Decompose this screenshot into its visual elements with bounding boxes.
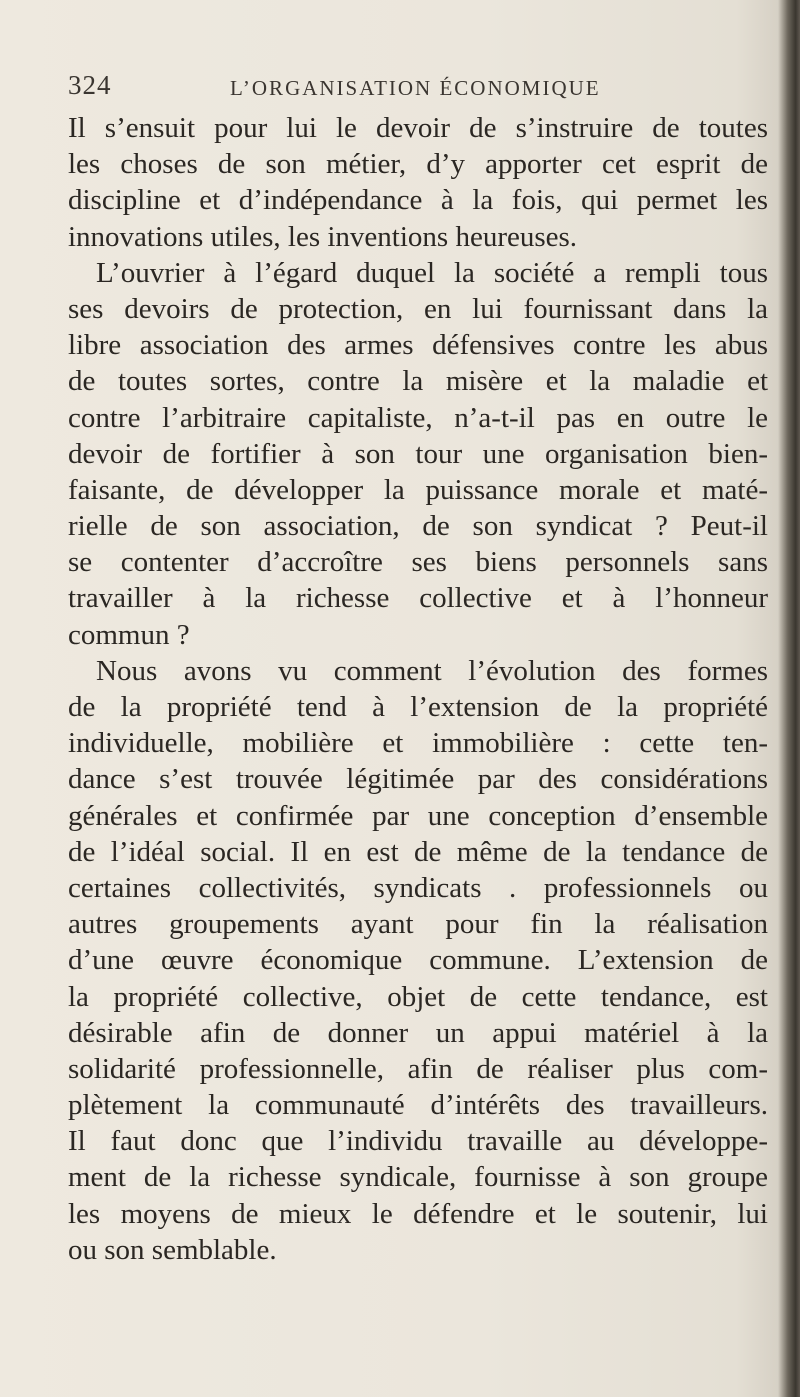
text-line: commun ? [68,618,190,651]
page-header [68,66,628,106]
text-line: faisante, de développer la puissance morale et maté- [68,473,768,506]
text-line: se contenter d’accroître ses biens personnels sans [68,546,768,579]
text-line: la propriété collective, objet de cette tendance, est [68,980,768,1013]
text-line: Nous avons vu comment l’évolution des formes [96,654,768,687]
text-line: certaines collectivités, syndicats . professionnels ou [68,871,768,904]
page-edge-shadow [778,0,800,1397]
text-line: désirable afin de donner un appui matériel à la [68,1016,768,1049]
page-number: 324 [68,70,112,100]
text-line: ment de la richesse syndicale, fournisse à son groupe [68,1161,768,1194]
text-line: ses devoirs de protection, en lui fournissant dans la [68,292,768,325]
text-line: de toutes sortes, contre la misère et la maladie et [68,365,768,398]
text-line: discipline et d’indépendance à la fois, qui permet les [68,184,768,217]
text-line: autres groupements ayant pour fin la réalisation [68,908,768,941]
text-line: devoir de fortifier à son tour une organisation bien- [68,437,768,470]
text-line: plètement la communauté d’intérêts des travailleurs. [68,1089,768,1122]
text-line: Il faut donc que l’individu travaille au développe- [68,1125,768,1158]
text-line: de la propriété tend à l’extension de la propriété [68,691,768,723]
text-line: contre l’arbitraire capitaliste, n’a-t-il pas en outre le [68,401,768,434]
text-line: ou son semblable. [68,1233,277,1266]
running-head: L’ORGANISATION ÉCONOMIQUE [230,76,601,100]
text-line: Il s’ensuit pour lui le devoir de s’instruire de toutes [68,112,768,144]
text-line: dance s’est trouvée légitimée par des considérations [68,763,768,796]
body-text [68,110,768,1268]
text-line: de l’idéal social. Il en est de même de la tendance de [68,835,768,868]
text-line: solidarité professionnelle, afin de réaliser plus com- [68,1052,768,1085]
text-line: innovations utiles, les inventions heureuses. [68,220,578,253]
text-line: L’ouvrier à l’égard duquel la société a rempli tous [96,256,768,289]
text-line: les moyens de mieux le défendre et le soutenir, lui [68,1197,768,1230]
text-line: rielle de son association, de son syndicat ? Peut-il [68,510,768,543]
text-line: d’une œuvre économique commune. L’extension de [68,944,768,977]
text-line: travailler à la richesse collective et à l’honneur [68,582,768,615]
text-line: individuelle, mobilière et immobilière : cette ten- [68,727,768,760]
text-line: générales et confirmée par une conception d’ensemble [68,799,768,832]
text-line: libre association des armes défensives contre les abus [68,329,768,362]
text-line: les choses de son métier, d’y apporter cet esprit de [68,148,768,181]
